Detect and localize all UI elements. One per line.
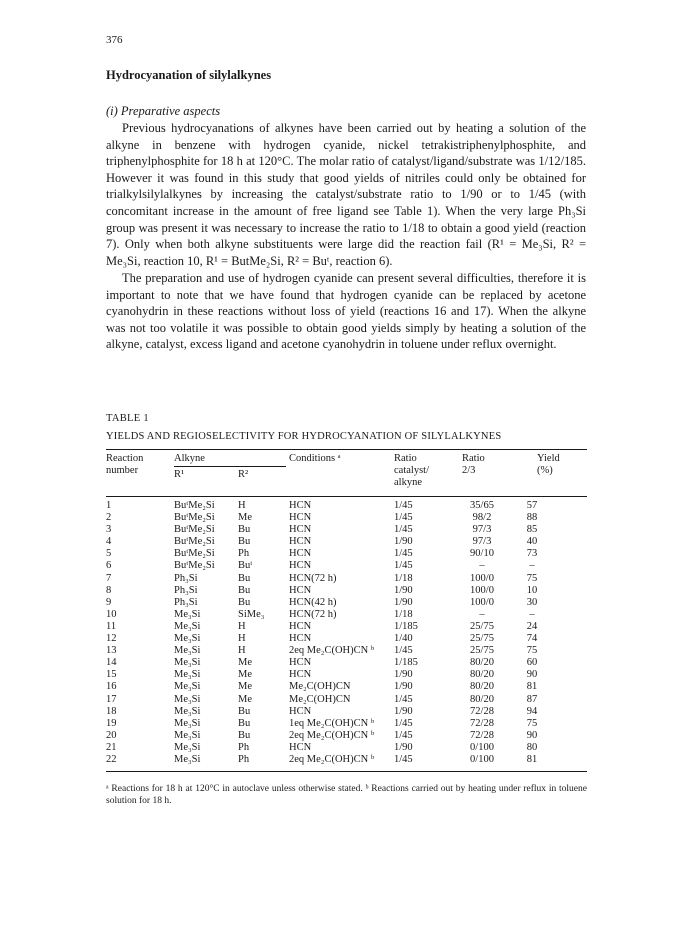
table-row [106, 500, 552, 512]
header-yield-line2: (%) [537, 465, 553, 476]
cell-r1: BuᵗMe₂Si [174, 548, 215, 560]
cell-ratio-23: 35/65 [470, 500, 494, 511]
cell-conditions: Me₂C(OH)CN [289, 693, 351, 705]
table-body [106, 500, 552, 766]
table-row [106, 597, 552, 609]
cell-yield: 30 [526, 596, 538, 608]
cell-yield: 87 [526, 693, 538, 705]
header-yield-line1: Yield [537, 453, 560, 464]
cell-r1: BuᵗMe₂Si [174, 536, 215, 548]
cell-ratio-catalyst: 1/90 [394, 536, 413, 548]
header-alkyne: Alkyne [174, 453, 205, 464]
cell-ratio-catalyst: 1/185 [394, 620, 418, 632]
cell-ratio-catalyst: 1/90 [394, 741, 413, 753]
cell-ratio-23: 72/28 [470, 717, 494, 729]
cell-conditions: 1eq Me₂C(OH)CN ᵇ [289, 717, 375, 729]
header-ratio-line3: alkyne [394, 477, 422, 488]
table-row [106, 694, 552, 706]
table-row [106, 633, 552, 645]
header-reaction-line2: number [106, 465, 139, 476]
table-row [106, 681, 552, 693]
cell-yield: – [529, 608, 535, 620]
cell-r1: Me₃Si [174, 608, 201, 620]
paragraph-preparative-1 [106, 120, 586, 269]
cell-r2: Me [238, 681, 252, 693]
cell-yield: 90 [526, 669, 538, 681]
cell-yield: 74 [526, 633, 538, 645]
cell-ratio-catalyst: 1/45 [394, 560, 413, 572]
cell-yield: – [529, 560, 535, 572]
cell-ratio-catalyst: 1/45 [394, 717, 413, 729]
cell-r2: Bu [238, 536, 251, 548]
cell-ratio-23: – [479, 560, 485, 572]
header-reaction [106, 453, 143, 477]
cell-reaction-number: 20 [106, 729, 117, 741]
header-r1: R¹ [174, 469, 185, 480]
table-row [106, 560, 552, 572]
cell-ratio-catalyst: 1/45 [394, 524, 413, 536]
cell-yield: 10 [526, 584, 538, 596]
header-ratio-line1: Ratio [394, 453, 417, 464]
cell-conditions: HCN(72 h) [289, 572, 337, 584]
cell-r1: Me₃Si [174, 753, 201, 765]
cell-ratio-23: 25/75 [470, 620, 494, 632]
cell-r1: Me₃Si [174, 657, 201, 669]
table-row [106, 512, 552, 524]
table-row [106, 730, 552, 742]
cell-r2: H [238, 645, 246, 657]
table-row [106, 754, 552, 766]
table-label: TABLE 1 [106, 413, 149, 424]
cell-conditions: HCN [289, 705, 312, 717]
cell-conditions: HCN [289, 548, 312, 560]
cell-reaction-number: 5 [106, 548, 112, 560]
cell-r2: H [238, 633, 246, 645]
cell-reaction-number: 15 [106, 669, 117, 681]
cell-conditions: HCN [289, 524, 312, 536]
cell-reaction-number: 4 [106, 536, 112, 548]
alkyne-subrule [174, 466, 286, 467]
cell-r2: Bu [238, 572, 251, 584]
cell-conditions: HCN [289, 536, 312, 548]
table-row [106, 548, 552, 560]
cell-conditions: Me₂C(OH)CN [289, 681, 351, 693]
cell-r2: Buᵗ [238, 560, 253, 572]
header-ratio-line2: catalyst/ [394, 465, 429, 476]
cell-conditions: HCN [289, 669, 312, 681]
cell-reaction-number: 21 [106, 741, 117, 753]
cell-r2: SiMe₃ [238, 608, 265, 620]
cell-ratio-catalyst: 1/45 [394, 645, 413, 657]
cell-ratio-23: 100/0 [470, 572, 494, 584]
cell-ratio-23: 0/100 [470, 753, 494, 765]
table-row [106, 573, 552, 585]
cell-ratio-catalyst: 1/45 [394, 512, 413, 524]
cell-ratio-catalyst: 1/90 [394, 596, 413, 608]
cell-ratio-23: 80/20 [470, 681, 494, 693]
cell-ratio-23: 25/75 [470, 633, 494, 645]
header-conditions: Conditions ᵃ [289, 453, 341, 464]
cell-ratio-23: 100/0 [470, 584, 494, 596]
cell-ratio-catalyst: 1/45 [394, 548, 413, 560]
table-row [106, 718, 552, 730]
cell-yield: 94 [526, 705, 538, 717]
cell-ratio-23: 0/100 [470, 741, 494, 753]
cell-conditions: HCN [289, 741, 312, 753]
cell-r1: Me₃Si [174, 741, 201, 753]
cell-conditions: HCN(72 h) [289, 608, 337, 620]
cell-yield: 75 [526, 572, 538, 584]
cell-yield: 75 [526, 717, 538, 729]
table-header-rule [106, 496, 587, 497]
cell-ratio-23: 25/75 [470, 645, 494, 657]
cell-conditions: HCN [289, 657, 312, 669]
cell-conditions: 2eq Me₂C(OH)CN ᵇ [289, 729, 375, 741]
cell-yield: 81 [526, 681, 538, 693]
cell-yield: 57 [526, 500, 538, 511]
page-number: 376 [106, 34, 123, 46]
cell-r1: Me₃Si [174, 633, 201, 645]
header-ratio-23 [462, 453, 485, 477]
cell-reaction-number: 16 [106, 681, 117, 693]
cell-reaction-number: 14 [106, 657, 117, 669]
cell-ratio-catalyst: 1/90 [394, 681, 413, 693]
cell-ratio-catalyst: 1/90 [394, 705, 413, 717]
cell-ratio-catalyst: 1/40 [394, 633, 413, 645]
cell-r2: Bu [238, 584, 251, 596]
cell-r1: Ph₃Si [174, 572, 198, 584]
table-top-rule [106, 449, 587, 450]
paragraph-text: Previous hydrocyanations of alkynes have been carried out by heating a solution of the alkyne in benzene with hydrogen cyanide, nickel tetrakistriphenylphosphite, and triphenylphosphite for 18 h at 120°C. The molar ratio of catalyst/ligand/substrate was 1/12/185. However it was found in this study that good yields of nitriles could only be obtained for trialkylsilylalkynes by increasing the catalyst/substrate ratio to 1/90 or to 1/45 (with concomitant increase in the amount of free ligand see Table 1). When the very large Ph₃Si group was present it was necessary to increase the ratio to 1/18 to obtain a good yield (reaction 7). Only when both alkyne substituents were large did the reaction fail (R¹ = Me₃Si, R² = Me₃Si, reaction 10, R¹ = ButMe₂Si, R² = Buᵗ, reaction 6). [106, 121, 586, 268]
cell-r2: H [238, 500, 246, 511]
table-row [106, 609, 552, 621]
header-yield [537, 453, 560, 477]
cell-r2: Bu [238, 524, 251, 536]
cell-conditions: 2eq Me₂C(OH)CN ᵇ [289, 753, 375, 765]
cell-r1: Me₃Si [174, 620, 201, 632]
cell-reaction-number: 13 [106, 645, 117, 657]
cell-r2: Me [238, 693, 252, 705]
table-row [106, 742, 552, 754]
cell-conditions: HCN [289, 512, 312, 524]
cell-yield: 75 [526, 645, 538, 657]
cell-conditions: HCN [289, 584, 312, 596]
cell-r2: H [238, 620, 246, 632]
header-reaction-line1: Reaction [106, 453, 144, 464]
cell-yield: 60 [526, 657, 538, 669]
paragraph-preparative-2 [106, 270, 586, 353]
cell-reaction-number: 3 [106, 524, 112, 536]
cell-r2: Bu [238, 705, 251, 717]
cell-r1: Me₃Si [174, 717, 201, 729]
table-row [106, 536, 552, 548]
cell-r1: BuᵗMe₂Si [174, 524, 215, 536]
cell-r2: Bu [238, 596, 251, 608]
cell-ratio-23: 80/20 [470, 657, 494, 669]
section-heading: Hydrocyanation of silylalkynes [106, 68, 272, 82]
cell-yield: 40 [526, 536, 538, 548]
cell-ratio-23: 97/3 [472, 536, 492, 548]
data-table [106, 500, 552, 766]
cell-ratio-catalyst: 1/185 [394, 657, 418, 669]
cell-reaction-number: 12 [106, 633, 117, 645]
cell-ratio-23: 100/0 [470, 596, 494, 608]
cell-reaction-number: 7 [106, 572, 112, 584]
cell-ratio-23: 80/20 [470, 669, 494, 681]
header-ratio23-line2: 2/3 [462, 465, 476, 476]
cell-reaction-number: 18 [106, 705, 117, 717]
cell-ratio-catalyst: 1/18 [394, 608, 413, 620]
cell-ratio-catalyst: 1/45 [394, 693, 413, 705]
paragraph-text: The preparation and use of hydrogen cyanide can present several difficulties, therefore it is important to note that we have found that hydrogen cyanide can be replaced by acetone cyanohydrin in these reactions without loss of yield (reactions 16 and 17). When the alkyne was not too volatile it was possible to obtain good yields simply by heating a solution of the alkyne, catalyst, excess ligand and acetone cyanohydrin in toluene under reflux overnight. [106, 271, 586, 352]
cell-ratio-23: 80/20 [470, 693, 494, 705]
cell-reaction-number: 8 [106, 584, 112, 596]
cell-r2: Ph [238, 741, 250, 753]
table-footnote: ᵃ Reactions for 18 h at 120°C in autoclave unless otherwise stated. ᵇ Reactions carried out by heating under reflux in toluene solution for 18 h. [106, 784, 587, 806]
cell-r1: BuᵗMe₂Si [174, 560, 215, 572]
cell-r2: Bu [238, 717, 251, 729]
cell-r1: Me₃Si [174, 729, 201, 741]
cell-yield: 81 [526, 753, 538, 765]
cell-ratio-catalyst: 1/45 [394, 500, 413, 511]
cell-reaction-number: 1 [106, 500, 112, 511]
cell-yield: 88 [526, 512, 538, 524]
header-ratio-catalyst [394, 453, 429, 489]
table-bottom-rule [106, 771, 587, 772]
cell-conditions: HCN [289, 500, 312, 511]
header-ratio23-line1: Ratio [462, 453, 485, 464]
cell-reaction-number: 10 [106, 608, 117, 620]
cell-ratio-23: 72/28 [470, 729, 494, 741]
cell-r1: Me₃Si [174, 669, 201, 681]
cell-ratio-23: 97/3 [472, 524, 492, 536]
cell-r2: Me [238, 657, 252, 669]
cell-conditions: HCN(42 h) [289, 596, 337, 608]
cell-r1: Me₃Si [174, 693, 201, 705]
table-title: YIELDS AND REGIOSELECTIVITY FOR HYDROCYANATION OF SILYLALKYNES [106, 431, 502, 442]
cell-conditions: HCN [289, 620, 312, 632]
cell-reaction-number: 2 [106, 512, 112, 524]
table-row [106, 645, 552, 657]
cell-ratio-catalyst: 1/45 [394, 729, 413, 741]
cell-conditions: HCN [289, 560, 312, 572]
cell-reaction-number: 19 [106, 717, 117, 729]
cell-ratio-23: 90/10 [470, 548, 494, 560]
cell-r2: Ph [238, 548, 250, 560]
cell-r1: Ph₃Si [174, 584, 198, 596]
cell-r1: BuᵗMe₂Si [174, 500, 215, 511]
cell-reaction-number: 9 [106, 596, 112, 608]
cell-ratio-23: 72/28 [470, 705, 494, 717]
cell-r2: Bu [238, 729, 251, 741]
cell-ratio-catalyst: 1/18 [394, 572, 413, 584]
cell-r1: Me₃Si [174, 705, 201, 717]
cell-r1: Ph₃Si [174, 596, 198, 608]
cell-ratio-23: – [479, 608, 485, 620]
cell-r2: Ph [238, 753, 250, 765]
cell-ratio-catalyst: 1/45 [394, 753, 413, 765]
table-row [106, 585, 552, 597]
cell-reaction-number: 11 [106, 620, 117, 632]
cell-yield: 85 [526, 524, 538, 536]
header-r2: R² [238, 469, 249, 480]
cell-r1: Me₃Si [174, 645, 201, 657]
table-row [106, 621, 552, 633]
cell-ratio-catalyst: 1/90 [394, 584, 413, 596]
cell-yield: 90 [526, 729, 538, 741]
cell-conditions: HCN [289, 633, 312, 645]
table-row [106, 524, 552, 536]
table-row [106, 669, 552, 681]
cell-r2: Me [238, 669, 252, 681]
cell-r1: BuᵗMe₂Si [174, 512, 215, 524]
cell-ratio-catalyst: 1/90 [394, 669, 413, 681]
cell-conditions: 2eq Me₂C(OH)CN ᵇ [289, 645, 375, 657]
cell-reaction-number: 6 [106, 560, 112, 572]
cell-yield: 80 [526, 741, 538, 753]
cell-yield: 24 [526, 620, 538, 632]
cell-r2: Me [238, 512, 252, 524]
table-row [106, 706, 552, 718]
cell-reaction-number: 17 [106, 693, 117, 705]
cell-r1: Me₃Si [174, 681, 201, 693]
cell-reaction-number: 22 [106, 753, 117, 765]
subsection-heading: (i) Preparative aspects [106, 104, 221, 118]
table-row [106, 657, 552, 669]
cell-yield: 73 [526, 548, 538, 560]
cell-ratio-23: 98/2 [472, 512, 492, 524]
